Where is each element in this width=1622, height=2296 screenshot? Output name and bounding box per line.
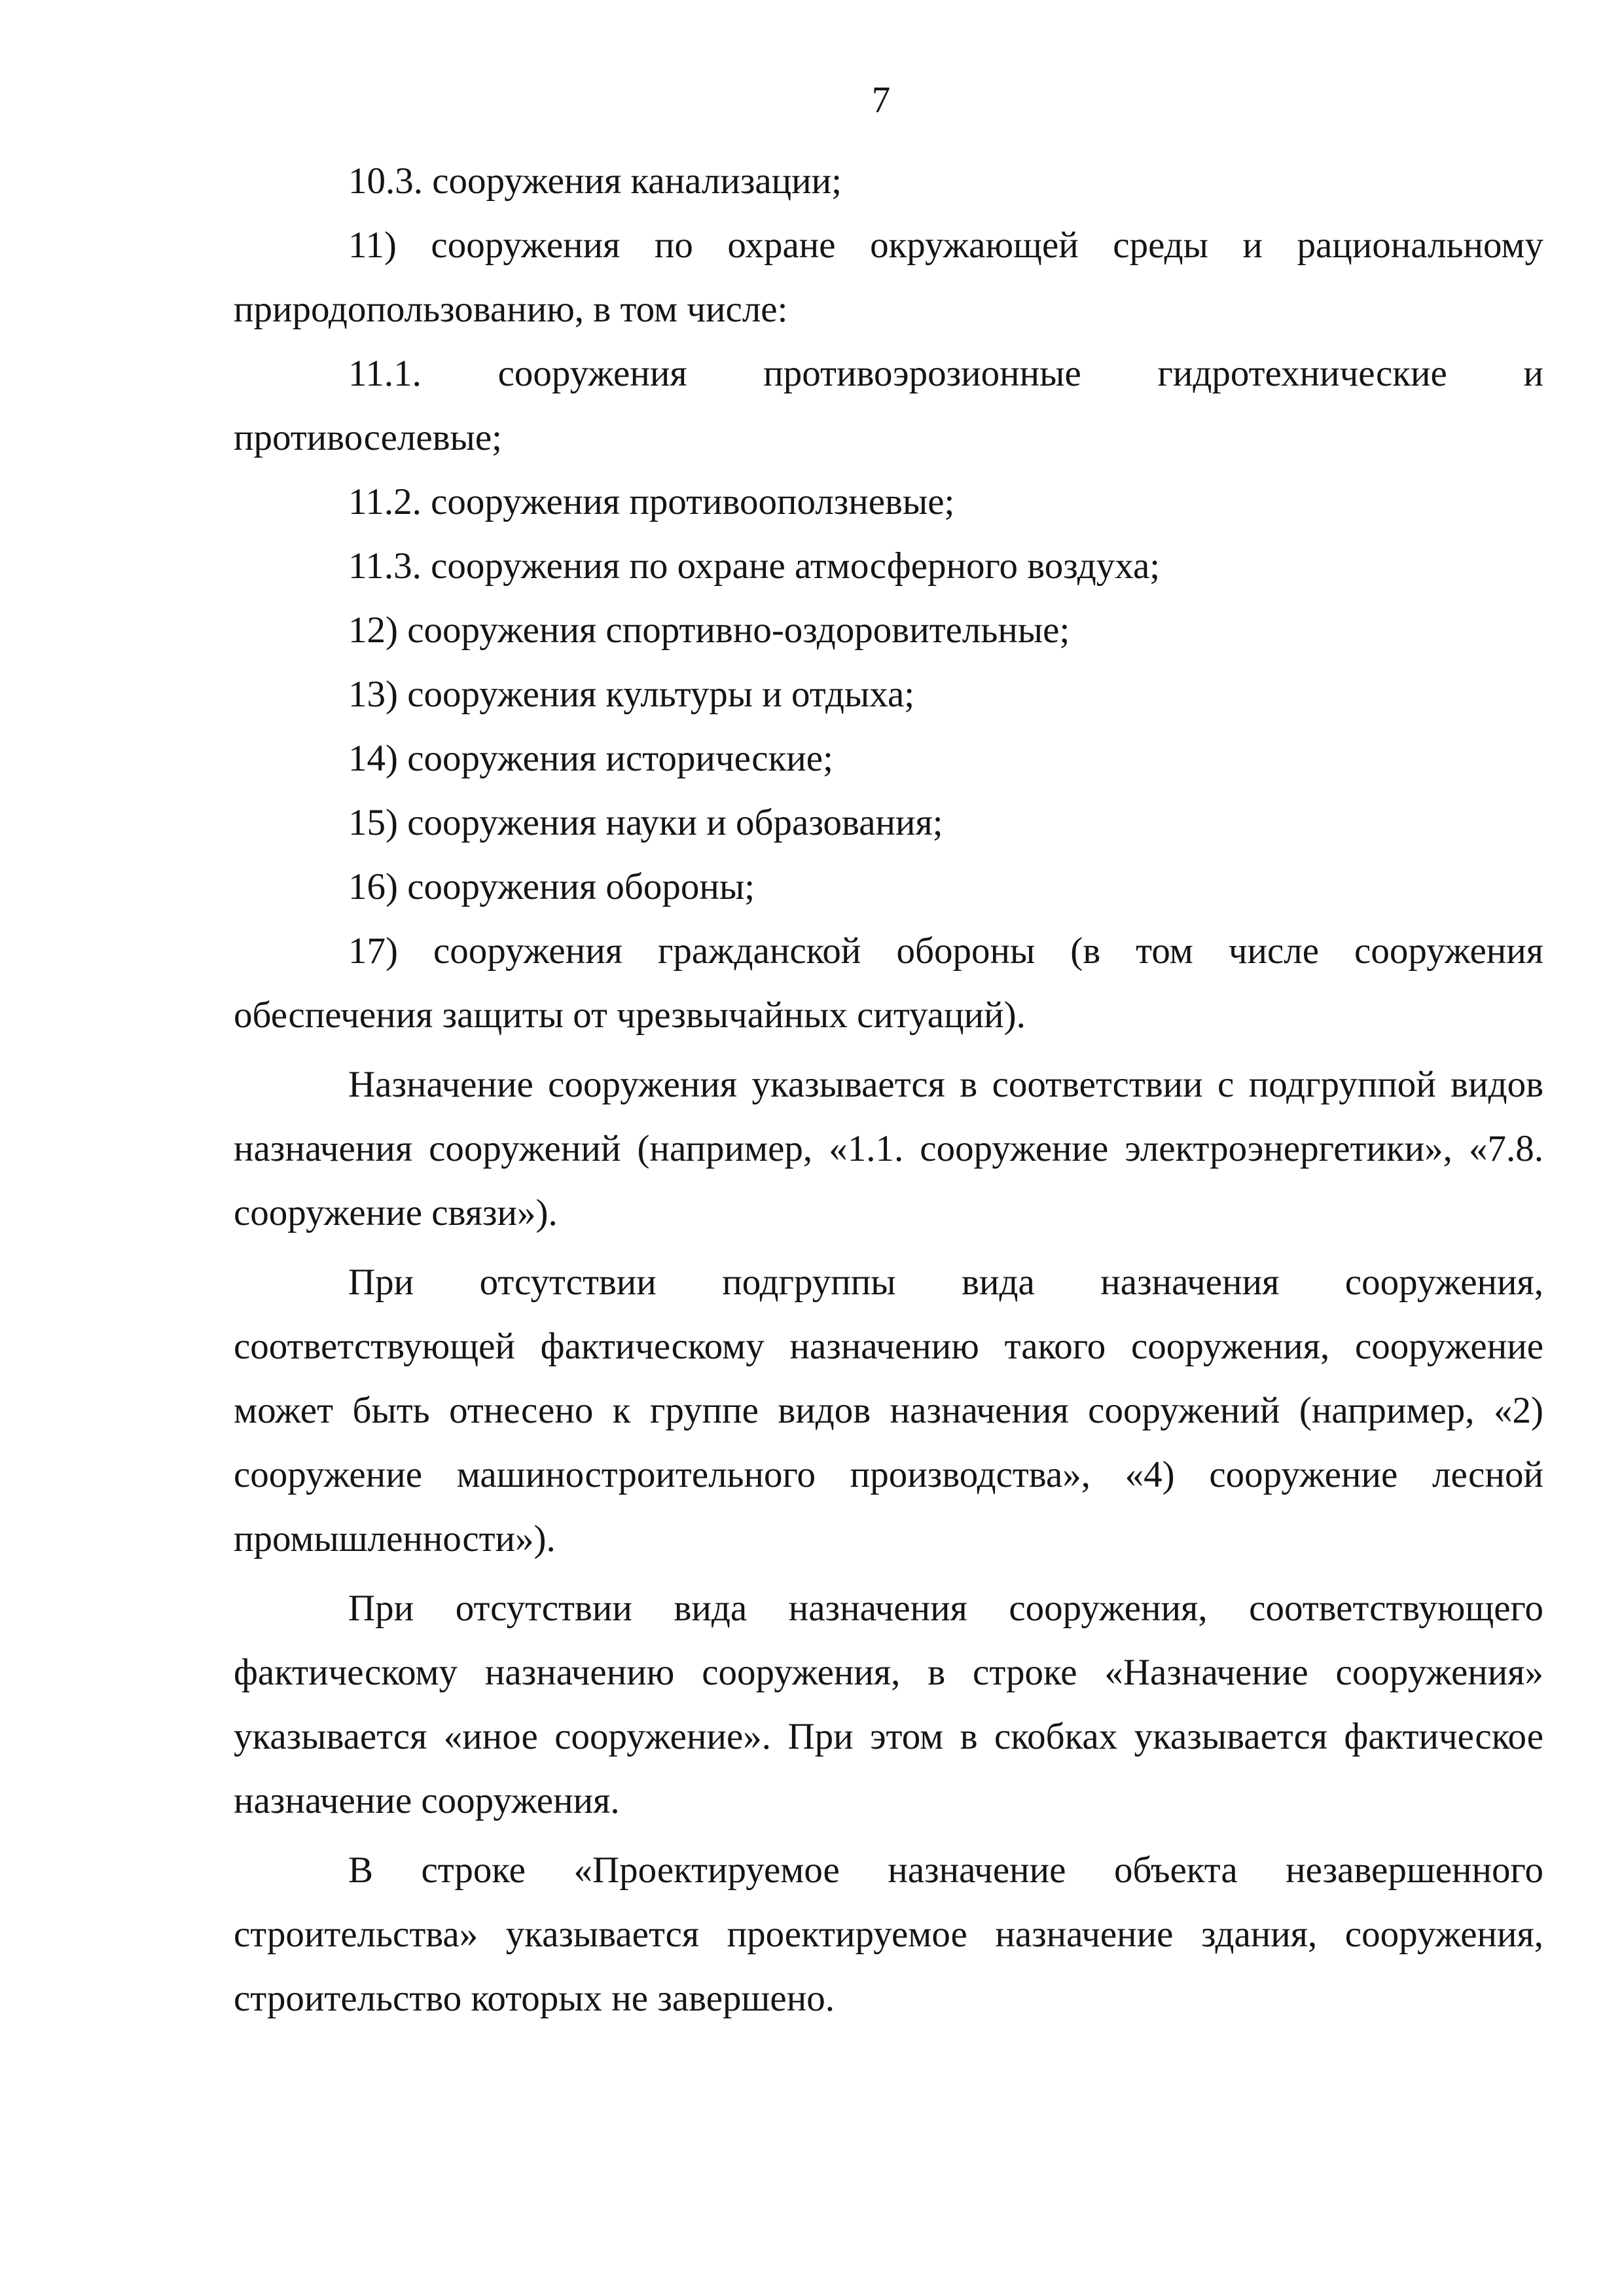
paragraph-10-3: 10.3. сооружения канализации; xyxy=(348,160,842,202)
paragraph-no-purpose-type: При отсутствии вида назначения сооружения, соответствующего фактическому назначению сооружения, в строке «Назначение сооружения» указывается «иное сооружение». При этом в скобках указывается фактическое назначение сооружения. xyxy=(234,1588,1543,1821)
paragraph-14: 14) сооружения исторические; xyxy=(348,738,833,779)
paragraph-purpose-subgroup: Назначение сооружения указывается в соответствии с подгруппой видов назначения сооружений (например, «1.1. сооружение электроэнергетики», «7.8. сооружение связи»). xyxy=(234,1064,1543,1233)
paragraph-17: 17) сооружения гражданской обороны (в том числе сооружения обеспечения защиты от чрезвычайных ситуаций). xyxy=(234,930,1543,1036)
paragraph-16: 16) сооружения обороны; xyxy=(348,866,755,907)
paragraph-11-3: 11.3. сооружения по охране атмосферного воздуха; xyxy=(348,545,1161,587)
paragraph-11: 11) сооружения по охране окружающей среды и рациональному природопользованию, в том числе: xyxy=(234,225,1543,330)
paragraph-13: 13) сооружения культуры и отдыха; xyxy=(348,674,915,715)
paragraph-11-1: 11.1. сооружения противоэрозионные гидротехнические и противоселевые; xyxy=(234,353,1543,458)
paragraph-projected-purpose: В строке «Проектируемое назначение объекта незавершенного строительства» указывается проектируемое назначение здания, сооружения, строительство которых не завершено. xyxy=(234,1850,1543,2019)
paragraph-12: 12) сооружения спортивно-оздоровительные; xyxy=(348,610,1070,651)
paragraph-no-subgroup: При отсутствии подгруппы вида назначения сооружения, соответствующей фактическому назначению такого сооружения, сооружение может быть отнесено к группе видов назначения сооружений (например, «2) сооружение машиностроительного производства», «4) сооружение лесной промышленности»). xyxy=(234,1262,1543,1559)
page-number: 7 xyxy=(871,79,891,120)
paragraph-15: 15) сооружения науки и образования; xyxy=(348,802,943,843)
paragraph-11-2: 11.2. сооружения противооползневые; xyxy=(348,481,955,522)
document-body xyxy=(234,149,1543,2031)
